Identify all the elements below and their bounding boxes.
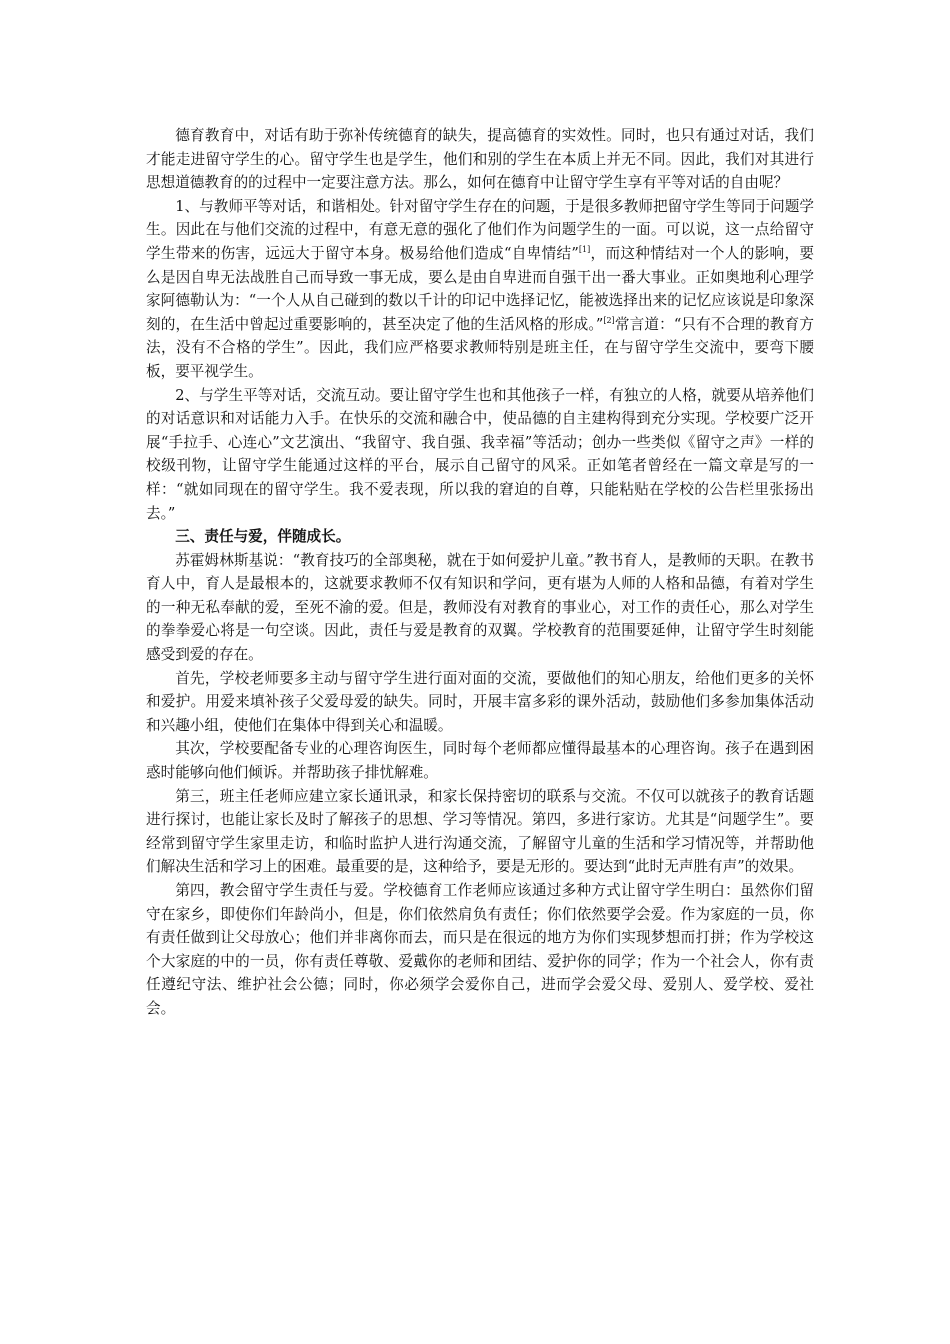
paragraph-second: 其次，学校要配备专业的心理咨询医生，同时每个老师都应懂得最基本的心理咨询。孩子在遇到困惑时能够向他们倾诉。并帮助孩子排忧解难。 <box>146 740 814 782</box>
paragraph-first: 首先，学校老师要多主动与留守学生进行面对面的交流，要做他们的知心朋友，给他们更多的关怀和爱护。用爱来填补孩子父爱母爱的缺失。同时，开展丰富多彩的课外活动，鼓励他们多参加集体活动和兴趣小组，使他们在集体中得到关心和温暖。 <box>146 669 814 734</box>
paragraph-third: 第三，班主任老师应建立家长通讯录，和家长保持密切的联系与交流。不仅可以就孩子的教育话题进行探讨，也能让家长及时了解孩子的思想、学习等情况。第四，多进行家访。尤其是“问题学生”。要经常到留守学生家里走访，和临时监护人进行沟通交流，了解留守儿童的生活和学习情况等，并帮助他们解决生活和学习上的困难。最重要的是，这种给予，要是无形的。要达到“此时无声胜有声”的效果。 <box>146 787 814 876</box>
paragraph-intro: 德育教育中，对话有助于弥补传统德育的缺失，提高德育的实效性。同时，也只有通过对话，我们才能走进留守学生的心。留守学生也是学生，他们和别的学生在本质上并无不同。因此，我们对其进行思想道德教育的的过程中一定要注意方法。那么，如何在德育中让留守学生享有平等对话的自由呢？ <box>146 127 814 192</box>
paragraph-sukhomlinsky: 苏霍姆林斯基说：“教育技巧的全部奥秘，就在于如何爱护儿童。”教书育人，是教师的天职。在教书育人中，育人是最根本的，这就要求教师不仅有知识和学问，更有堪为人师的人格和品德，有着对学生的一种无私奉献的爱，至死不渝的爱。但是，教师没有对教育的事业心，对工作的责任心，那么对学生的拳拳爱心将是一句空谈。因此，责任与爱是教育的双翼。学校教育的范围要延伸，让留守学生时刻能感受到爱的存在。 <box>146 551 814 664</box>
paragraph-teacher-dialogue: 1、与教师平等对话，和谐相处。针对留守学生存在的问题，于是很多教师把留守学生等同于问题学生。因此在与他们交流的过程中，有意无意的强化了他们作为问题学生的一面。可以说，这一点给留守学生带来的伤害，远远大于留守本身。极易给他们造成“自卑情结”[1]，而这种情结对一个人的影响，要么是因自卑无法战胜自己而导致一事无成，要么是由自卑进而自强干出一番大事业。正如奥地利心理学家阿德勒认为：“一个人从自己碰到的数以千计的印记中选择记忆，能被选择出来的记忆应该说是印象深刻的，在生活中曾起过重要影响的，甚至决定了他的生活风格的形成。”[2]常言道：“只有不合理的教育方法，没有不合格的学生”。因此，我们应严格要求教师特别是班主任，在与留守学生交流中，要弯下腰板，要平视学生。 <box>146 197 814 380</box>
paragraph-student-dialogue: 2、与学生平等对话，交流互动。要让留守学生也和其他孩子一样，有独立的人格，就要从培养他们的对话意识和对话能力入手。在快乐的交流和融合中，使品德的自主建构得到充分实现。学校要广泛开展“手拉手、心连心”文艺演出、“我留守、我自强、我幸福”等活动；创办一些类似《留守之声》一样的校级刊物，让留守学生能通过这样的平台，展示自己留守的风采。正如笔者曾经在一篇文章是写的一样：“就如同现在的留守学生。我不爱表现，所以我的窘迫的自尊，只能粘贴在学校的公告栏里张扬出去。” <box>146 386 814 522</box>
section-heading: 三、责任与爱，伴随成长。 <box>175 528 351 546</box>
document-page <box>146 124 814 1021</box>
citation-2: [2] <box>603 315 615 325</box>
citation-1: [1] <box>578 245 591 255</box>
paragraph-fourth: 第四，教会留守学生责任与爱。学校德育工作老师应该通过多种方式让留守学生明白：虽然你们留守在家乡，即使你们年龄尚小，但是，你们依然肩负有责任；你们依然要学会爱。作为家庭的一员，你有责任做到让父母放心；他们并非离你而去，而只是在很远的地方为你们实现梦想而打拼；作为学校这个大家庭的中的一员，你有责任尊敬、爱戴你的老师和团结、爱护你的同学；作为一个社会人，你有责任遵纪守法、维护社会公德；同时，你必须学会爱你自己，进而学会爱父母、爱别人、爱学校、爱社会。 <box>146 882 814 1017</box>
